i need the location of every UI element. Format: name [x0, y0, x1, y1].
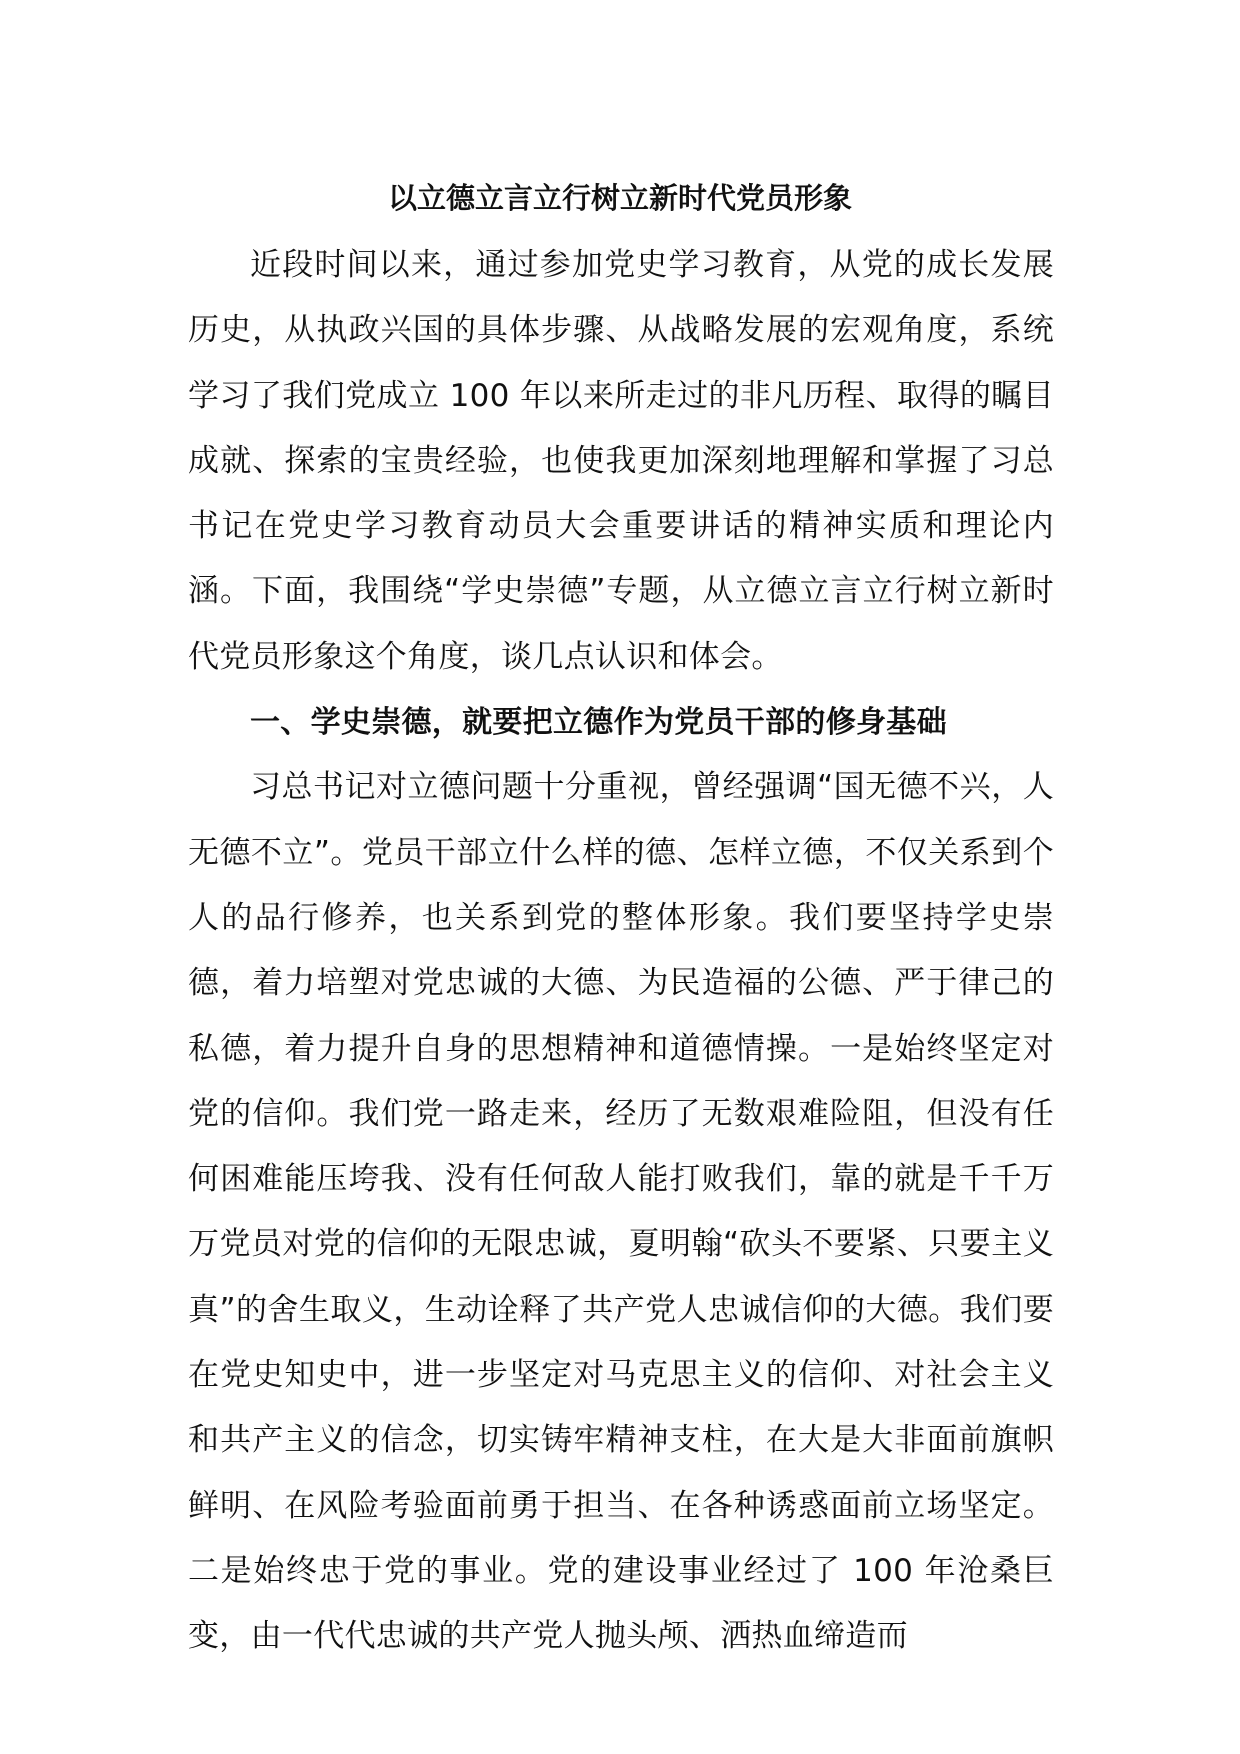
section-heading: 一、学史崇德，就要把立德作为党员干部的修身基础 [250, 705, 947, 741]
document-title: 以立德立言立行树立新时代党员形象 [387, 181, 852, 215]
body-paragraph-section-1: 习总书记对立德问题十分重视，曾经强调“国无德不兴，人无德不立”。党员干部立什么样的德、怎样立德，不仅关系到个人的品行修养，也关系到党的整体形象。我们要坚持学史崇德，着力培塑对党忠诚的大德、为民造福的公德、严于律己的私德，着力提升自身的思想精神和道德情操。一是始终坚定对党的信仰。我们党一路走来，经历了无数艰难险阻，但没有任何困难能压垮我、没有任何敌人能打败我们，靠的就是千千万万党员对党的信仰的无限忠诚，夏明翰“砍头不要紧、只要主义真”的舍生取义，生动诠释了共产党人忠诚信仰的大德。我们要在党史知史中，进一步坚定对马克思主义的信仰、对社会主义和共产主义的信念，切实铸牢精神支柱，在大是大非面前旗帜鲜明、在风险考验面前勇于担当、在各种诱惑面前立场坚定。二是始终忠于党的事业。党的建设事业经过了 100 年沧桑巨变，由一代代忠诚的共产党人抛头颅、洒热血缔造而 [188, 769, 1054, 1655]
body-paragraph-intro: 近段时间以来，通过参加党史学习教育，从党的成长发展历史，从执政兴国的具体步骤、从战略发展的宏观角度，系统学习了我们党成立 100 年以来所走过的非凡历程、取得的瞩目成就、探索的宝贵经验，也使我更加深刻地理解和掌握了习总书记在党史学习教育动员大会重要讲话的精神实质和理论内涵。下面，我围绕“学史崇德”专题，从立德立言立行树立新时代党员形象这个角度，谈几点认识和体会。 [188, 247, 1054, 675]
document-body [188, 233, 1054, 1670]
